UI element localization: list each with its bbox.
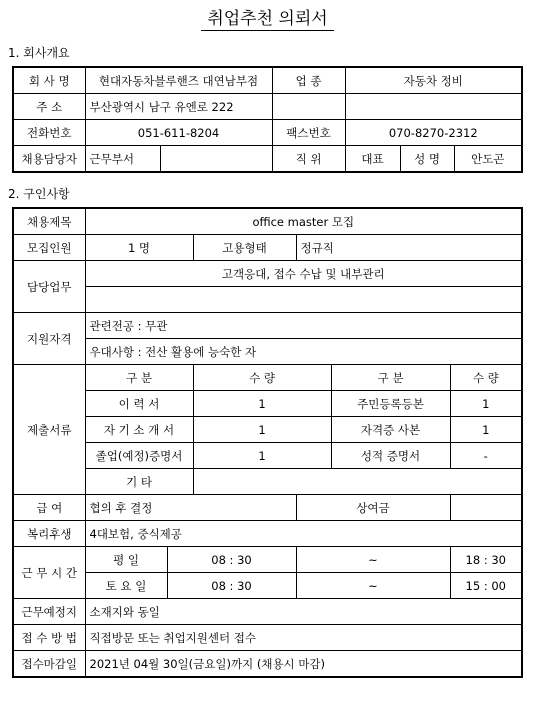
apply-method-label: 접 수 방 법 [13,625,85,651]
deadline-label: 접수마감일 [13,651,85,678]
document-title: 취업추천 의뢰서 [0,4,535,29]
company-name-value: 현대자동차블루핸즈 대연남부점 [85,67,272,94]
document-name: 자 기 소 개 서 [85,417,193,443]
duty-label: 담당업무 [13,261,85,313]
duty-empty-cell [85,287,522,313]
section-job-heading: 2. 구인사항 [8,187,70,201]
documents-etc-value [193,469,522,495]
position-label: 직 위 [272,146,345,173]
work-hours-label: 근 무 시 간 [13,547,85,599]
business-type-label: 업 종 [272,67,345,94]
qualification-label: 지원자격 [13,313,85,365]
document-name-2: 성적 증명서 [331,443,450,469]
section-company-heading: 1. 회사개요 [8,46,70,60]
documents-row [13,443,522,469]
address-value: 부산광역시 남구 유엔로 222 [85,94,272,120]
headcount-label: 모집인원 [13,235,85,261]
department-empty-cell [160,146,272,173]
saturday-end: 15 : 00 [450,573,522,599]
salary-value: 협의 후 결정 [85,495,296,521]
document-qty-2: - [450,443,522,469]
welfare-label: 복리후생 [13,521,85,547]
documents-label: 제출서류 [13,365,85,495]
document-name-2: 주민등록등본 [331,391,450,417]
bonus-label: 상여금 [296,495,450,521]
documents-etc-label: 기 타 [85,469,193,495]
phone-label: 전화번호 [13,120,85,146]
weekday-tilde: ~ [296,547,450,573]
welfare-value: 4대보험, 중식제공 [85,521,522,547]
contact-label: 채용담당자 [13,146,85,173]
workplace-label: 근무예정지 [13,599,85,625]
document-qty: 1 [193,443,331,469]
job-title-value: office master 모집 [85,208,522,235]
address-empty-cell [272,94,345,120]
qualification-preference: 우대사항 : 전산 활용에 능숙한 자 [85,339,522,365]
documents-header-type-2: 구 분 [331,365,450,391]
fax-value: 070-8270-2312 [345,120,522,146]
job-table [12,207,523,678]
job-title-label: 채용제목 [13,208,85,235]
qualification-major: 관련전공 : 무관 [85,313,522,339]
person-name-label: 성 명 [400,146,454,173]
apply-method-value: 직접방문 또는 취업지원센터 접수 [85,625,522,651]
person-name-value: 안도곤 [454,146,522,173]
documents-row [13,391,522,417]
department-value: 근무부서 [85,146,160,173]
headcount-value: 1 명 [85,235,193,261]
employment-type-value: 정규직 [296,235,522,261]
document-qty: 1 [193,391,331,417]
documents-header-qty: 수 량 [193,365,331,391]
saturday-label: 토 요 일 [85,573,167,599]
company-table [12,66,523,173]
employment-type-label: 고용형태 [193,235,296,261]
fax-label: 팩스번호 [272,120,345,146]
document-name: 졸업(예정)증명서 [85,443,193,469]
position-value: 대표 [345,146,400,173]
documents-row [13,417,522,443]
document-qty: 1 [193,417,331,443]
saturday-start: 08 : 30 [167,573,296,599]
duty-value: 고객응대, 접수 수납 및 내부관리 [85,261,522,287]
company-name-label: 회 사 명 [13,67,85,94]
document-name: 이 력 서 [85,391,193,417]
weekday-end: 18 : 30 [450,547,522,573]
weekday-label: 평 일 [85,547,167,573]
phone-value: 051-611-8204 [85,120,272,146]
documents-header-type: 구 분 [85,365,193,391]
business-type-value: 자동차 정비 [345,67,522,94]
document-qty-2: 1 [450,417,522,443]
workplace-value: 소재지와 동일 [85,599,522,625]
address-label: 주 소 [13,94,85,120]
bonus-value [450,495,522,521]
deadline-value: 2021년 04월 30일(금요일)까지 (채용시 마감) [85,651,522,678]
documents-header-qty-2: 수 량 [450,365,522,391]
document-qty-2: 1 [450,391,522,417]
saturday-tilde: ~ [296,573,450,599]
address-empty-cell-2 [345,94,522,120]
salary-label: 급 여 [13,495,85,521]
weekday-start: 08 : 30 [167,547,296,573]
document-name-2: 자격증 사본 [331,417,450,443]
